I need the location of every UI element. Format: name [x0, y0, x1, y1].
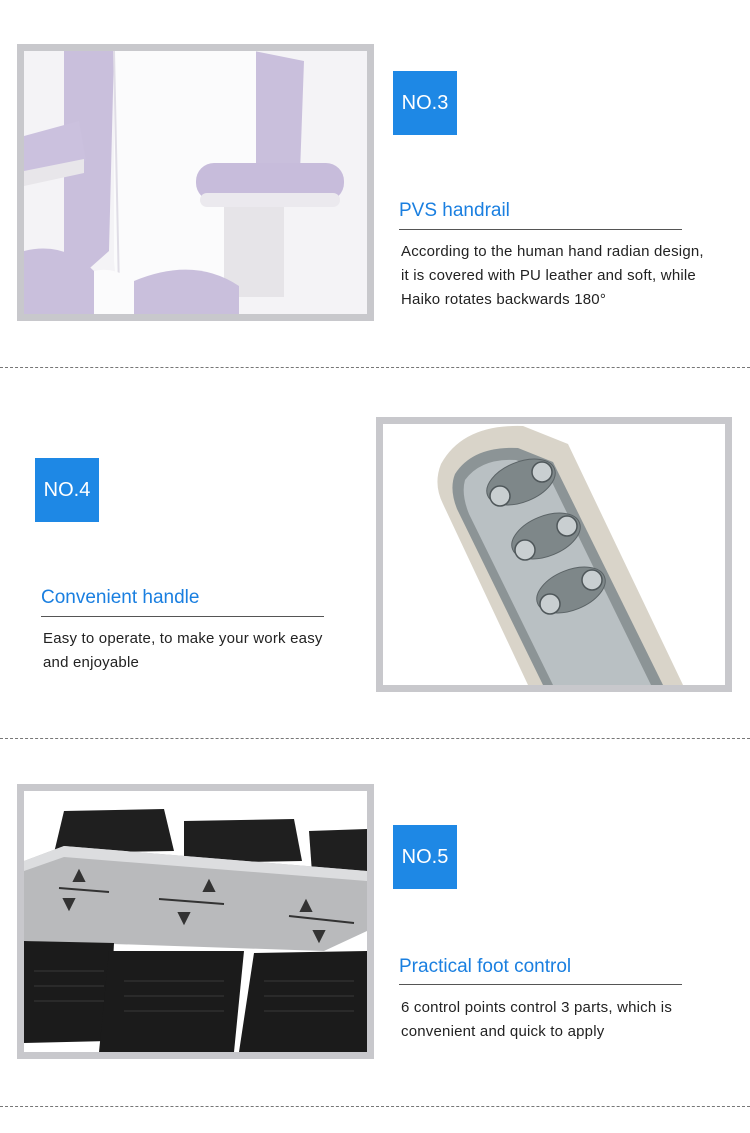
badge-no5: NO.5 — [393, 825, 457, 889]
desc-line: 6 control points control 3 parts, which is — [401, 999, 673, 1016]
section-title-practical-foot-control: Practical foot control — [399, 956, 572, 977]
title-underline — [399, 229, 682, 230]
remote-handle-photo-frame — [376, 417, 732, 692]
foot-control-photo-frame — [17, 784, 374, 1059]
badge-no3: NO.3 — [393, 71, 457, 135]
section-divider — [0, 367, 750, 368]
section-description-no5 — [401, 996, 731, 1044]
section-title-convenient-handle: Convenient handle — [41, 587, 200, 608]
desc-line: convenient and quick to apply — [401, 1023, 605, 1040]
remote-handle-photo — [383, 424, 725, 685]
section-title-pvs-handrail: PVS handrail — [399, 200, 510, 221]
title-underline — [41, 616, 324, 617]
section-description-no3 — [401, 240, 741, 312]
badge-no4: NO.4 — [35, 458, 99, 522]
desc-line: it is covered with PU leather and soft, while — [401, 267, 696, 284]
desc-line: Easy to operate, to make your work easy — [43, 630, 323, 647]
chair-armrest-photo-frame — [17, 44, 374, 321]
section-description-no4 — [43, 627, 363, 675]
desc-line: Haiko rotates backwards 180° — [401, 291, 607, 308]
chair-armrest-photo — [24, 51, 367, 314]
desc-line: According to the human hand radian design, — [401, 243, 704, 260]
section-divider — [0, 738, 750, 739]
title-underline — [399, 984, 682, 985]
desc-line: and enjoyable — [43, 654, 140, 671]
section-divider — [0, 1106, 750, 1107]
foot-control-photo — [24, 791, 367, 1052]
